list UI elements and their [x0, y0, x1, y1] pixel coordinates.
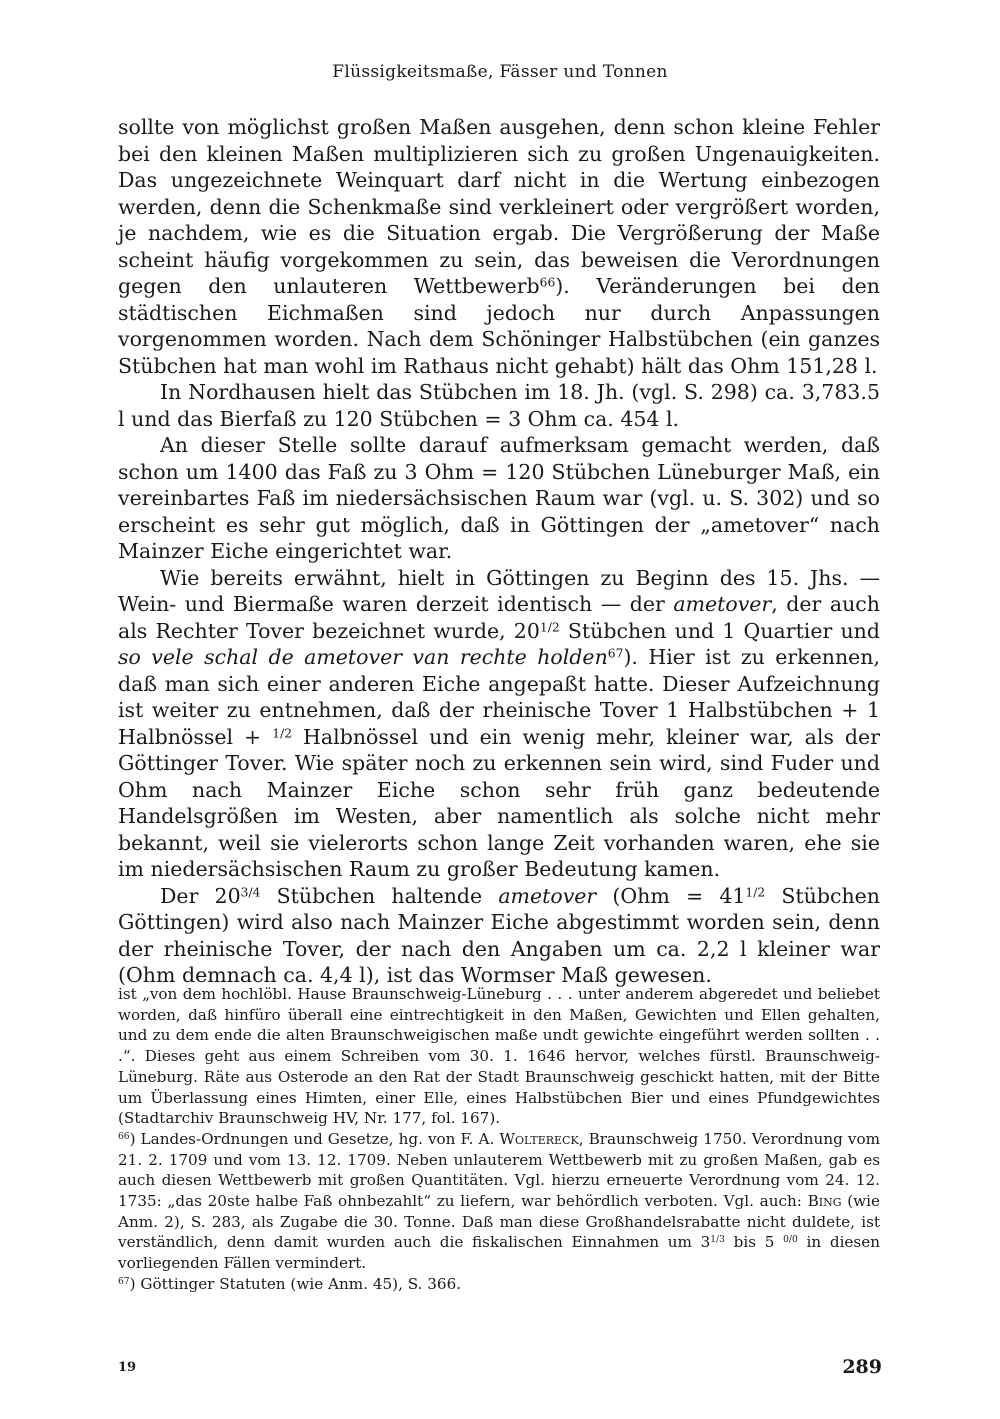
- fraction: 1/2: [272, 725, 293, 740]
- footnote-number: 66: [118, 1131, 130, 1142]
- italic-quote: so vele schal de ametover van rechte holden: [118, 645, 608, 669]
- text-segment: (Ohm = 41: [596, 883, 746, 908]
- author-name: Woltereck: [499, 1129, 579, 1148]
- text-segment: ) Göttinger Statuten (wie Anm. 45), S. 366.: [129, 1274, 462, 1293]
- text-segment: , Braunschweig 1750. Verordnung vom 21. 2. 1709 und vom 13. 12. 1709. Neben unlauterem Wettbewerb mit zu großen Maßen, gab es auch diesen Wettbewerb mit großen Quantitäten. Vgl. hierzu erneuerte Verordnung vom 24. 12. 1735: „das 20ste halbe Faß ohnbezahlt“ zu liefern, war behördlich verboten. Vgl. auch:: [118, 1129, 880, 1211]
- paragraph-4: [118, 565, 880, 883]
- text-segment: sollte von möglichst großen Maßen ausgehen, denn schon kleine Fehler bei den kleinen Maßen multiplizieren sich zu großen Ungenauigkeiten. Das ungezeichnete Weinquart darf nicht in die Wertung einbezogen werden, denn die Schenkmaße sind verkleinert oder vergrößert worden, je nachdem, wie es die Situation ergab. Die Vergrößerung der Maße scheint häufig vorgekommen zu sein, das beweisen die Verordnungen gegen den unlauteren Wettbewerb: [118, 115, 880, 298]
- footnotes: [118, 984, 880, 1295]
- text-segment: , der auch als Rechter Tover bezeichnet wurde, 20: [118, 592, 880, 643]
- text-segment: Stübchen haltende: [260, 883, 499, 908]
- paragraph-1: [118, 114, 880, 379]
- text-segment: ). Hier ist zu erkennen, daß man sich einer anderen Eiche angepaßt hatte. Dieser Aufzeichnung ist weiter zu entnehmen, daß der rheinische Tover 1 Halbstübchen + 1 Halbnössel +: [118, 645, 880, 749]
- fraction: 1/2: [745, 884, 766, 899]
- percent-sign: 0/0: [783, 1235, 798, 1246]
- footnote-continuation: ist „von dem hochlöbl. Hause Braunschweig-Lüneburg . . . unter anderem abgeredet und beliebet worden, daß hinfüro überall eine eintrechtigkeit in den Maßen, Gewichten und Ellen gehalten, und zu dem ende die alten Braunschweigischen maße undt gewichte eingeführt werden sollten . . .“. Dieses geht aus einem Schreiben vom 30. 1. 1646 hervor, welches fürstl. Braunschweig-Lüneburg. Räte aus Osterode an den Rat der Stadt Braunschweig geschickt hatten, mit der Bitte um Überlassung eines Himten, einer Elle, eines Halbstübchen Bier und eines Pfundgewichtes (Stadtarchiv Braunschweig HV, Nr. 177, fol. 167).: [118, 985, 880, 1128]
- text-segment: Halbnössel und ein wenig mehr, kleiner war, als der Göttinger Tover. Wie später noch zu erkennen sein wird, sind Fuder und Ohm nach Mainzer Eiche schon sehr früh ganz bedeutende Handelsgrößen im Westen, aber namentlich als solche nicht mehr bekannt, weil sie vielerorts schon lange Zeit vorhanden waren, ehe sie im niedersächsischen Raum zu großer Bedeutung kamen.: [118, 724, 880, 881]
- fraction: 3/4: [240, 884, 261, 899]
- fraction: 1/3: [710, 1235, 725, 1246]
- author-name: Bing: [807, 1192, 842, 1211]
- italic-term: ametover: [498, 883, 597, 908]
- text-segment: (wie Anm. 2), S. 283, als Zugabe die 30. Tonne. Daß man diese Großhandelsrabatte nicht duldete, ist verständlich, denn damit wurden auch die fiskalischen Einnahmen um 3: [118, 1192, 880, 1252]
- paragraph-5: [118, 883, 880, 989]
- running-header: Flüssigkeitsmaße, Fässer und Tonnen: [332, 62, 668, 82]
- text-segment: Stübchen und 1 Quartier und: [559, 618, 880, 643]
- main-text: [118, 114, 880, 989]
- text-segment: Der 20: [160, 883, 241, 908]
- italic-term: ametover: [673, 592, 772, 616]
- page-number: 289: [842, 1356, 882, 1378]
- text-segment: ). Veränderungen bei den städtischen Eichmaßen sind jedoch nur durch Anpassungen vorgenommen worden. Nach dem Schöninger Halbstübchen (ein ganzes Stübchen hat man wohl im Rathaus nicht gehabt) hält das Ohm 151,28 l.: [118, 274, 880, 378]
- text-segment: Wie bereits erwähnt, hielt in Göttingen zu Beginn des 15. Jhs. — Wein- und Biermaße waren derzeit identisch — der: [118, 565, 880, 616]
- text-segment: Stübchen Göttingen) wird also nach Mainzer Eiche abgestimmt worden sein, denn der rheinische Tover, der nach den Angaben um ca. 2,2 l kleiner war (Ohm demnach ca. 4,4 l), ist das Wormser Maß gewesen.: [118, 883, 880, 987]
- text-segment: bis 5: [724, 1233, 784, 1252]
- fraction: 1/2: [539, 619, 560, 634]
- footnote-ref-67[interactable]: 67: [607, 646, 624, 661]
- text-segment: in diesen vorliegenden Fällen vermindert.: [118, 1233, 880, 1273]
- paragraph-3: An dieser Stelle sollte darauf aufmerksam gemacht werden, daß schon um 1400 das Faß zu 3 Ohm = 120 Stübchen Lüneburger Maß, ein vereinbartes Faß im niedersächsischen Raum war (vgl. u. S. 302) und so erscheint es sehr gut möglich, daß in Göttingen der „ametover“ nach Mainzer Eiche eingerichtet war.: [118, 433, 880, 563]
- footnote-67: [118, 1274, 880, 1295]
- paragraph-2: In Nordhausen hielt das Stübchen im 18. Jh. (vgl. S. 298) ca. 3,783.5 l und das Bierfaß zu 120 Stübchen = 3 Ohm ca. 454 l.: [118, 380, 880, 431]
- signature-mark: 19: [118, 1360, 137, 1375]
- footnote-number: 67: [118, 1276, 130, 1287]
- footnote-ref-66[interactable]: 66: [539, 275, 556, 290]
- footnote-66: [118, 1129, 880, 1274]
- text-segment: ) Landes-Ordnungen und Gesetze, hg. von F. A.: [129, 1129, 500, 1148]
